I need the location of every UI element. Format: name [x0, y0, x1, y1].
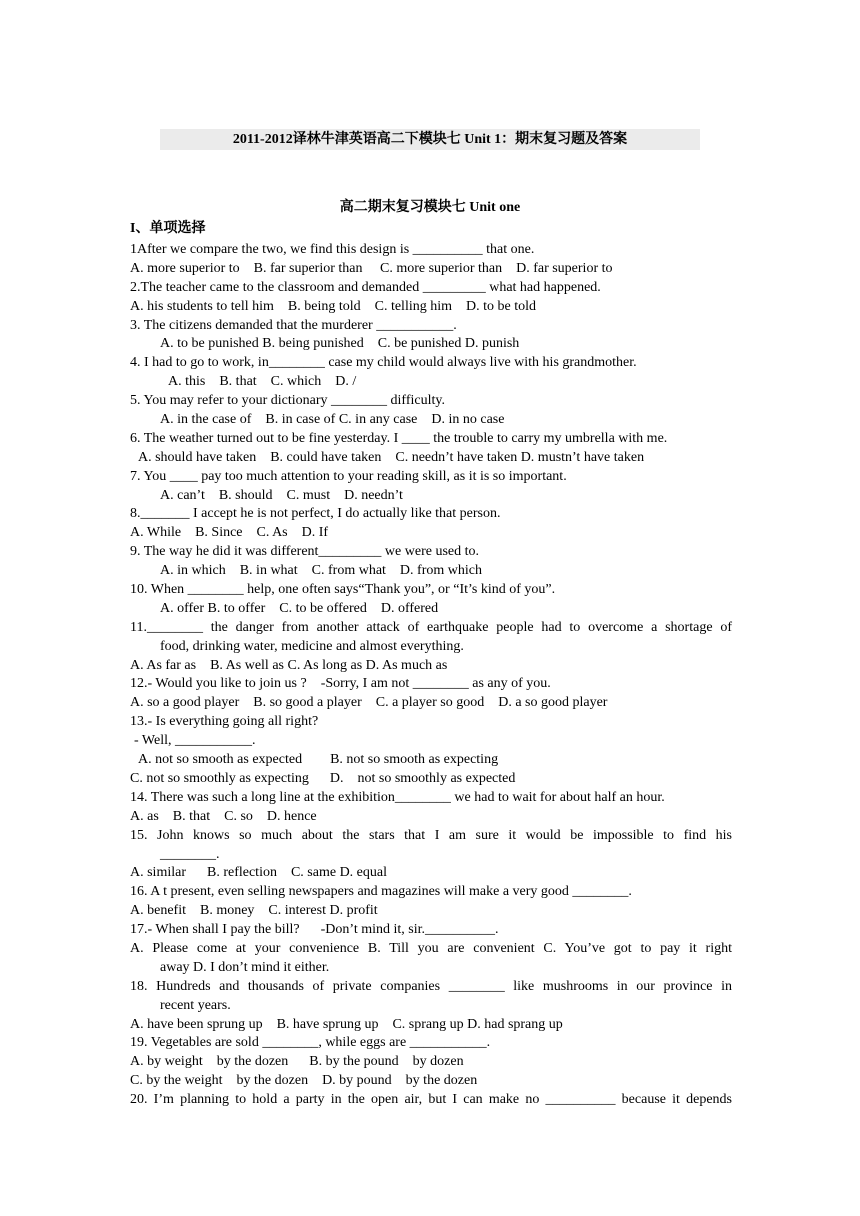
answer-options: A. can’t B. should C. must D. needn’t — [160, 487, 403, 503]
question-line: 16. A t present, even selling newspapers and magazines will make a very good ________. — [130, 884, 632, 900]
question-line: 2.The teacher came to the classroom and demanded _________ what had happened. — [130, 279, 601, 295]
question-line: 5. You may refer to your dictionary ________ difficulty. — [130, 393, 445, 409]
question-line-continued: ________. — [160, 846, 220, 862]
answer-options: A. in which B. in what C. from what D. from which — [160, 563, 482, 579]
question-line: 8._______ I accept he is not perfect, I do actually like that person. — [130, 506, 501, 522]
question-line: 4. I had to go to work, in________ case my child would always live with his grandmother. — [130, 355, 637, 371]
answer-options: C. not so smoothly as expecting D. not so smoothly as expected — [130, 770, 516, 786]
question-line: 10. When ________ help, one often says“Thank you”, or “It’s kind of you”. — [130, 582, 556, 598]
answer-options: A. should have taken B. could have taken C. needn’t have taken D. mustn’t have taken — [138, 449, 645, 465]
document-title: 2011-2012译林牛津英语高二下模块七 Unit 1：期末复习题及答案 — [232, 132, 628, 147]
answer-options: A. Please come at your convenience B. Till you are convenient C. You’ve got to pay it right — [130, 940, 732, 956]
question-line: 15. John knows so much about the stars that I am sure it would be impossible to find his — [130, 827, 732, 843]
question-line: 3. The citizens demanded that the murderer ___________. — [130, 317, 457, 333]
question-line: 14. There was such a long line at the exhibition________ we had to wait for about half an hour. — [130, 789, 665, 805]
question-line: 19. Vegetables are sold ________, while eggs are ___________. — [130, 1035, 491, 1051]
answer-options: C. by the weight by the dozen D. by pound by the dozen — [130, 1073, 478, 1089]
answer-options: A. As far as B. As well as C. As long as D. As much as — [130, 657, 448, 673]
answer-options-continued: away D. I don’t mind it either. — [160, 959, 330, 975]
answer-options: A. so a good player B. so good a player C. a player so good D. a so good player — [130, 695, 608, 711]
question-line: 18. Hundreds and thousands of private companies ________ like mushrooms in our province in — [130, 978, 732, 994]
question-line: 17.- When shall I pay the bill? -Don’t mind it, sir.__________. — [130, 922, 499, 938]
question-line: 9. The way he did it was different_________ we were used to. — [130, 544, 480, 560]
answer-options: A. his students to tell him B. being told C. telling him D. to be told — [130, 298, 536, 314]
question-line: 7. You ____ pay too much attention to your reading skill, as it is so important. — [130, 468, 567, 484]
question-line: 20. I’m planning to hold a party in the open air, but I can make no __________ because it depends — [130, 1092, 732, 1108]
answer-options: A. similar B. reflection C. same D. equal — [130, 865, 387, 881]
question-line: 13.- Is everything going all right? — [130, 714, 319, 730]
answer-options: A. in the case of B. in case of C. in any case D. in no case — [160, 412, 505, 428]
answer-options: A. more superior to B. far superior than C. more superior than D. far superior to — [130, 260, 613, 276]
section-heading: I、单项选择 — [130, 221, 206, 236]
answer-options: A. benefit B. money C. interest D. profit — [130, 903, 378, 919]
question-line: 11.________ the danger from another attack of earthquake people had to overcome a shortage of — [130, 619, 732, 635]
document-subtitle: 高二期末复习模块七 Unit one — [339, 200, 521, 215]
answer-options: A. this B. that C. which D. / — [168, 374, 357, 390]
answer-options: A. by weight by the dozen B. by the pound by dozen — [130, 1054, 464, 1070]
dialogue-line: - Well, ___________. — [134, 733, 256, 749]
answer-options: A. While B. Since C. As D. If — [130, 525, 329, 541]
answer-options: A. as B. that C. so D. hence — [130, 808, 317, 824]
answer-options: A. not so smooth as expected B. not so smooth as expecting — [138, 752, 499, 768]
question-line: 12.- Would you like to join us ? -Sorry, I am not ________ as any of you. — [130, 676, 551, 692]
answer-options: A. to be punished B. being punished C. be punished D. punish — [160, 336, 520, 352]
answer-options: A. have been sprung up B. have sprung up C. sprang up D. had sprang up — [130, 1016, 563, 1032]
question-line-continued: food, drinking water, medicine and almost everything. — [160, 638, 464, 654]
question-line-continued: recent years. — [160, 997, 231, 1013]
answer-options: A. offer B. to offer C. to be offered D. offered — [160, 600, 439, 616]
question-line: 6. The weather turned out to be fine yesterday. I ____ the trouble to carry my umbrella with me. — [130, 430, 668, 446]
question-list — [130, 241, 732, 1110]
question-line: 1After we compare the two, we find this design is __________ that one. — [130, 242, 535, 257]
